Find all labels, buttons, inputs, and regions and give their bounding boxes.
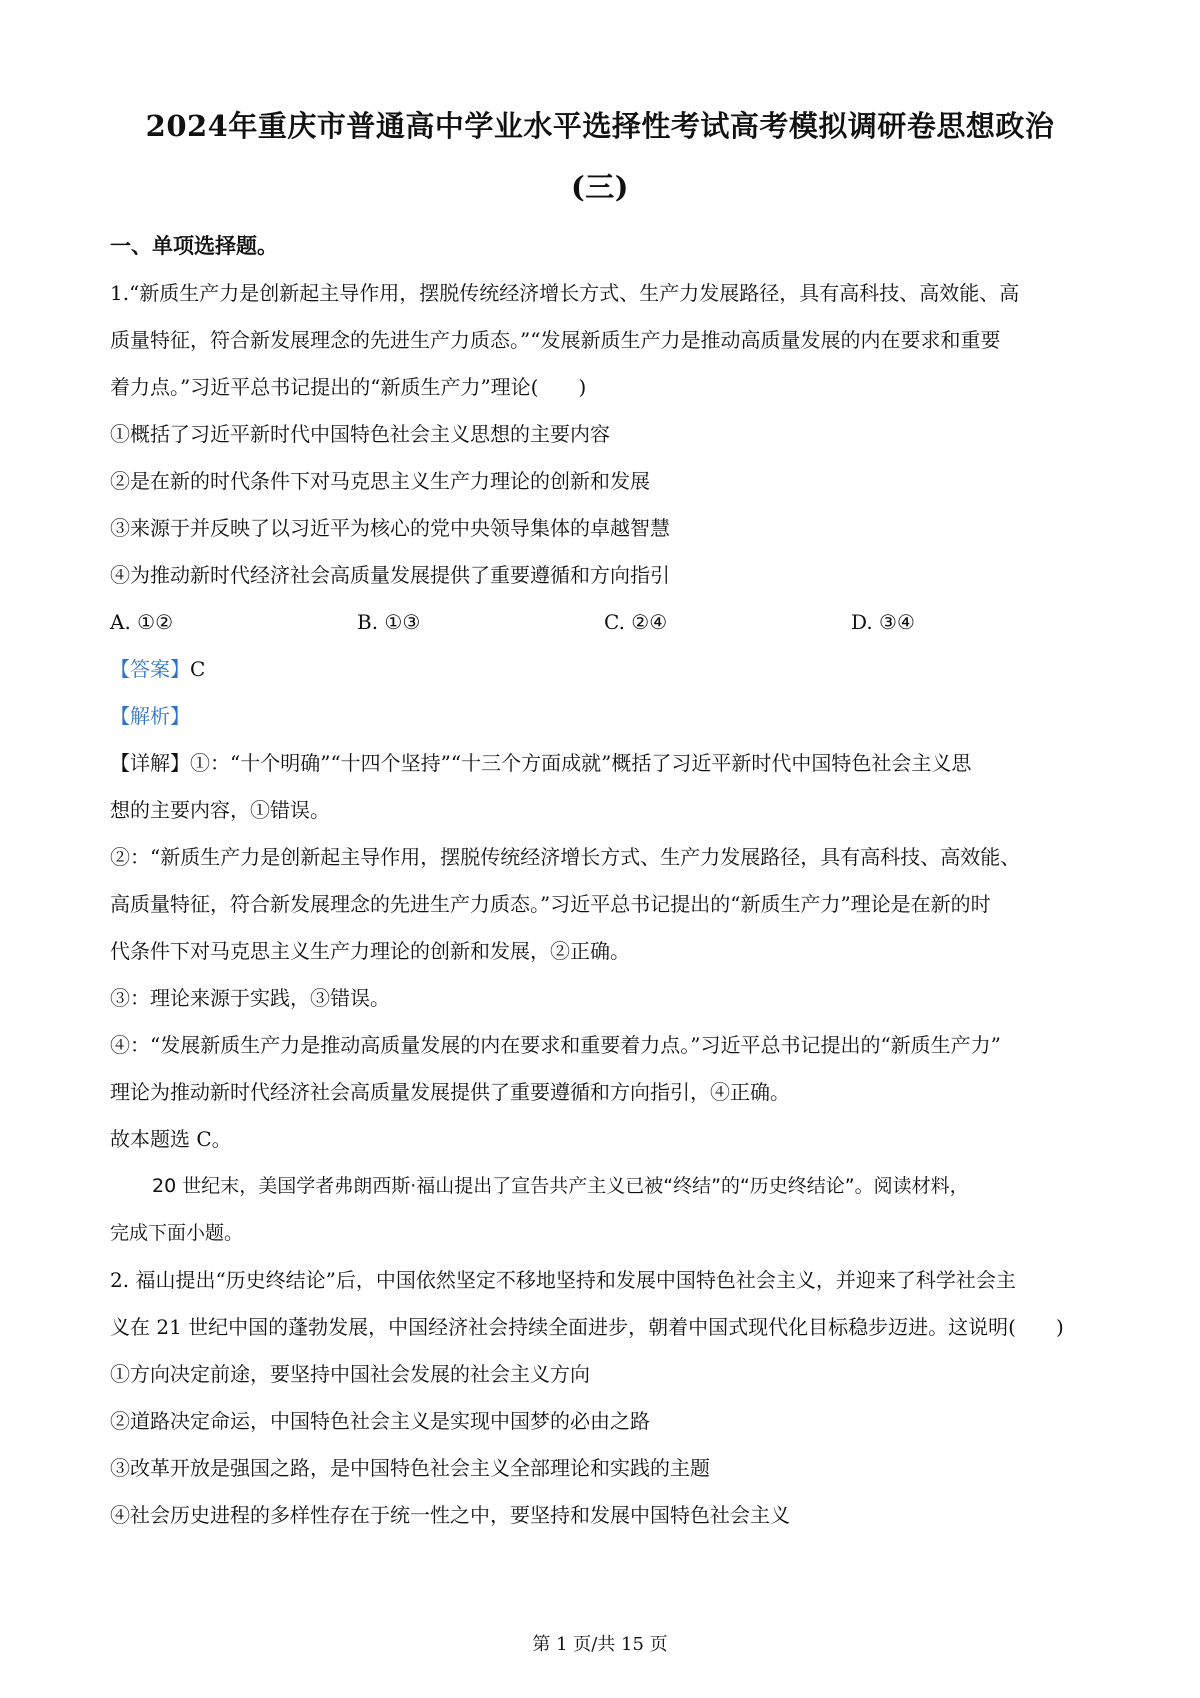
q1-answer [110, 646, 1100, 693]
q2-statement: ④社会历史进程的多样性存在于统一性之中，要坚持和发展中国特色社会主义 [110, 1503, 790, 1527]
q1-detail-line: ③：理论来源于实践，③错误。 [110, 986, 390, 1010]
q1-stem-line: 质量特征，符合新发展理念的先进生产力质态。”“发展新质生产力是推动高质量发展的内在要求和重要 [110, 328, 1001, 352]
q1-detail-line: 故本题选 C。 [110, 1127, 232, 1151]
q1-option-c: C. ②④ [604, 610, 668, 634]
q1-stem-line: 着力点。”习近平总书记提出的“新质生产力”理论( ) [110, 375, 587, 399]
q1-detail-line: ②：“新质生产力是创新起主导作用，摆脱传统经济增长方式、生产力发展路径，具有高科技、高效能、 [110, 845, 1021, 869]
q2-statement: ③改革开放是强国之路，是中国特色社会主义全部理论和实践的主题 [110, 1456, 710, 1480]
q1-option-d: D. ③④ [851, 610, 915, 634]
material-intro-line: 完成下面小题。 [110, 1222, 244, 1244]
q1-statement: ③来源于并反映了以习近平为核心的党中央领导集体的卓越智慧 [110, 516, 670, 540]
q1-statement: ②是在新的时代条件下对马克思主义生产力理论的创新和发展 [110, 469, 650, 493]
q1-statement: ①概括了习近平新时代中国特色社会主义思想的主要内容 [110, 422, 610, 446]
document-title: 2024年重庆市普通高中学业水平选择性考试高考模拟调研卷思想政治 [145, 109, 1055, 143]
q1-statement: ④为推动新时代经济社会高质量发展提供了重要遵循和方向指引 [110, 563, 670, 587]
q1-detail-line: 理论为推动新时代经济社会高质量发展提供了重要遵循和方向指引，④正确。 [110, 1080, 790, 1104]
q1-option-a: A. ①② [110, 610, 174, 634]
section-heading: 一、单项选择题。 [110, 233, 278, 258]
q1-stem-line: 1.“新质生产力是创新起主导作用，摆脱传统经济增长方式、生产力发展路径，具有高科技、高效能、高 [110, 281, 1020, 305]
analysis-tag: 【解析】 [110, 704, 190, 728]
q2-statement: ①方向决定前途，要坚持中国社会发展的社会主义方向 [110, 1362, 590, 1386]
page-footer: 第 1 页/共 15 页 [532, 1634, 668, 1655]
q2-stem-line: 2. 福山提出“历史终结论”后，中国依然坚定不移地坚持和发展中国特色社会主义，并迎来了科学社会主 [110, 1268, 1016, 1292]
q1-option-b: B. ①③ [357, 610, 421, 634]
document-title-suffix: (三) [571, 170, 629, 204]
q1-detail-line: 【详解】①：“十个明确”“十四个坚持”“十三个方面成就”概括了习近平新时代中国特色社会主义思 [110, 751, 972, 775]
material-intro-line: 20 世纪末，美国学者弗朗西斯·福山提出了宣告共产主义已被“终结”的“历史终结论”。阅读材料， [152, 1175, 969, 1197]
q1-detail-line: 代条件下对马克思主义生产力理论的创新和发展，②正确。 [110, 939, 630, 963]
q2-stem-line: 义在 21 世纪中国的蓬勃发展，中国经济社会持续全面进步，朝着中国式现代化目标稳步迈进。这说明( ) [110, 1315, 1064, 1339]
questions-content [110, 270, 1100, 1539]
q1-detail-line: ④：“发展新质生产力是推动高质量发展的内在要求和重要着力点。”习近平总书记提出的“新质生产力” [110, 1033, 1001, 1057]
answer-tag: 【答案】 [110, 657, 190, 681]
q1-detail-line: 高质量特征，符合新发展理念的先进生产力质态。”习近平总书记提出的“新质生产力”理论是在新的时 [110, 892, 991, 916]
q1-detail-line: 想的主要内容，①错误。 [110, 798, 330, 822]
q2-statement: ②道路决定命运，中国特色社会主义是实现中国梦的必由之路 [110, 1409, 650, 1433]
q1-options [110, 599, 1100, 646]
answer-value: C [190, 657, 206, 681]
